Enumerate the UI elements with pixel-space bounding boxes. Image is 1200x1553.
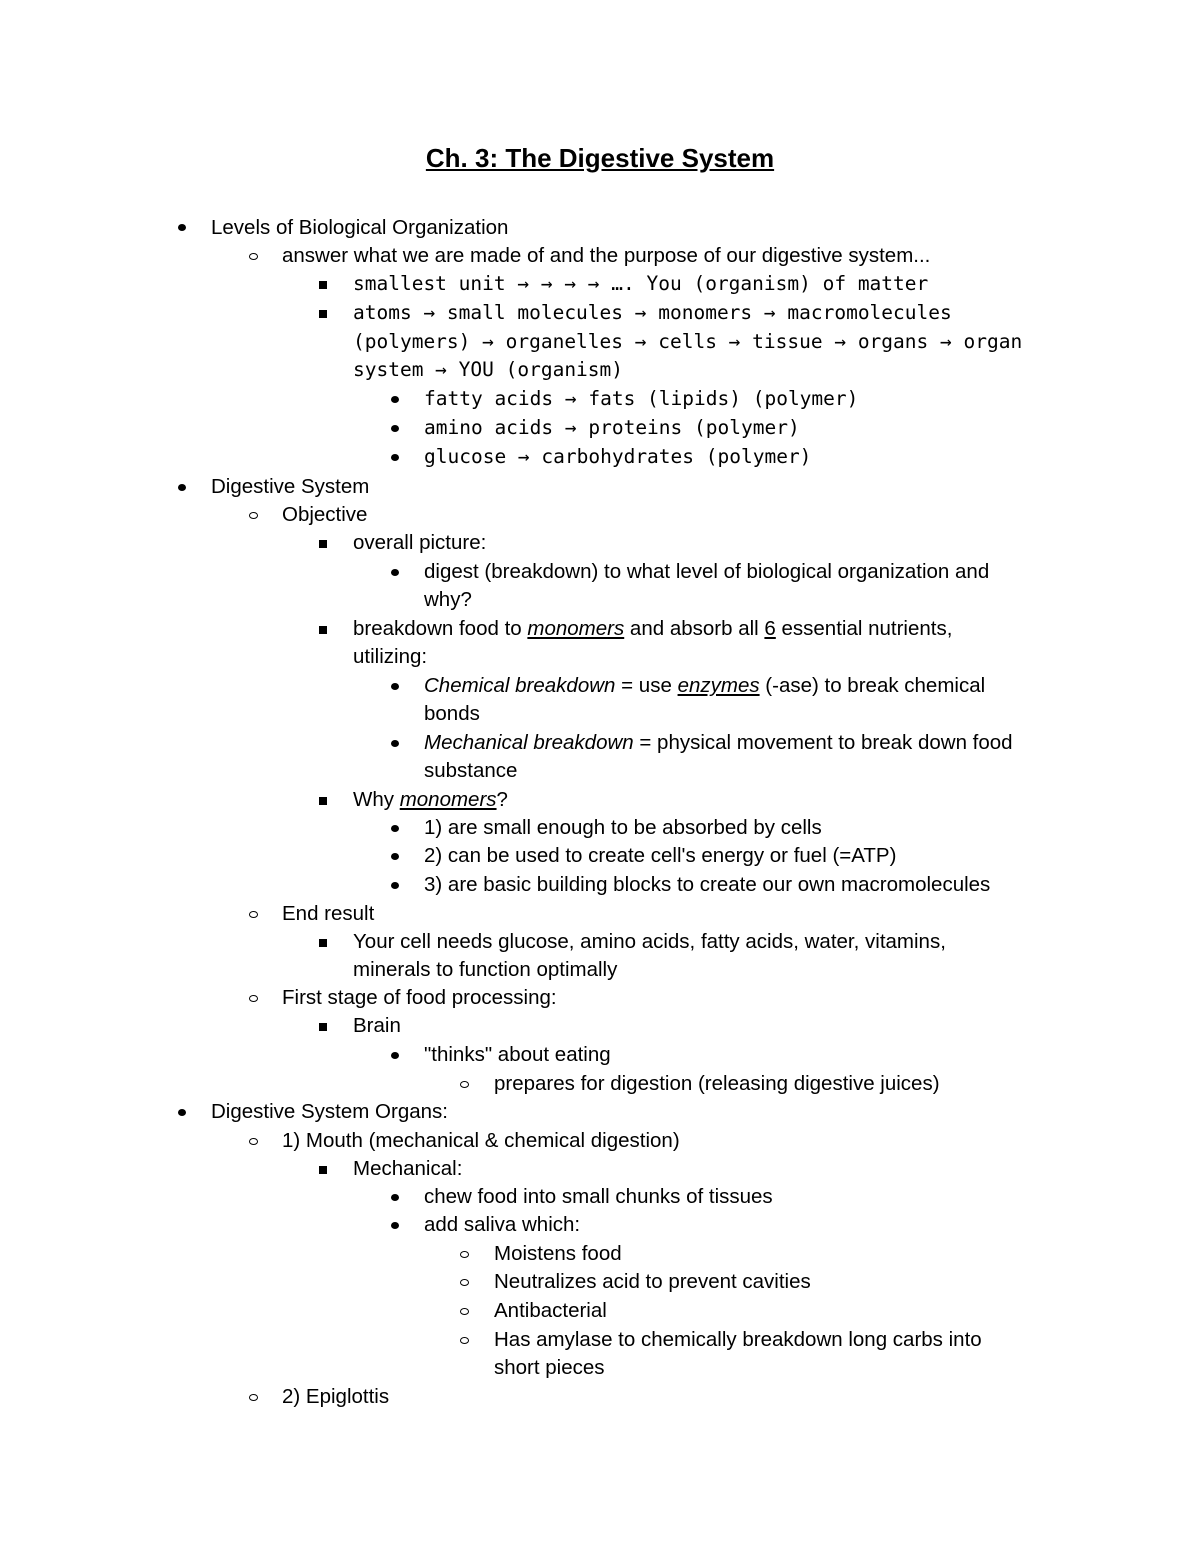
- text-run: Why: [353, 788, 400, 811]
- bullet-dot-icon: [178, 224, 186, 231]
- list-item-continuation: minerals to function optimally: [353, 958, 618, 981]
- bullet-square-icon: [319, 797, 327, 805]
- list-item-continuation: substance: [424, 759, 518, 782]
- bullet-square-icon: [319, 281, 327, 289]
- list-item: overall picture:: [353, 531, 487, 554]
- list-item: 3) are basic building blocks to create our own macromolecules: [424, 873, 991, 896]
- bullet-dot-icon: [391, 1194, 399, 1201]
- bullet-dot-icon: [391, 882, 399, 889]
- list-item: Antibacterial: [494, 1299, 607, 1322]
- list-item: "thinks" about eating: [424, 1043, 611, 1066]
- bullet-square-icon: [319, 310, 327, 318]
- bullet-circle-icon: [249, 512, 258, 519]
- bullet-circle-icon: [249, 911, 258, 918]
- list-item-continuation: (polymers) → organelles → cells → tissue → organs → organ: [353, 330, 1023, 353]
- list-item: [353, 786, 508, 814]
- bullet-square-icon: [319, 939, 327, 947]
- bullet-dot-icon: [178, 484, 186, 491]
- bullet-circle-icon: [460, 1337, 469, 1344]
- list-item: 1) are small enough to be absorbed by cells: [424, 816, 822, 839]
- page-title: Ch. 3: The Digestive System: [425, 143, 775, 173]
- bullet-dot-icon: [391, 683, 399, 690]
- list-item: Neutralizes acid to prevent cavities: [494, 1270, 811, 1293]
- term-mechanical-breakdown: Mechanical breakdown: [424, 731, 634, 754]
- emphasis-monomers: monomers: [399, 788, 497, 811]
- list-item: [424, 672, 985, 700]
- text-run: (-ase) to break chemical: [759, 674, 986, 697]
- list-item: First stage of food processing:: [282, 986, 557, 1009]
- list-item: 2) can be used to create cell's energy or fuel (=ATP): [424, 844, 897, 867]
- text-run: and absorb all: [624, 617, 765, 640]
- list-item: smallest unit → → → → …. You (organism) of matter: [353, 272, 929, 295]
- list-item: chew food into small chunks of tissues: [424, 1185, 773, 1208]
- bullet-circle-icon: [249, 995, 258, 1002]
- bullet-square-icon: [319, 1023, 327, 1031]
- list-item-continuation: system → YOU (organism): [353, 358, 624, 381]
- list-item: amino acids → proteins (polymer): [424, 416, 800, 439]
- list-item: [353, 615, 952, 643]
- bullet-circle-icon: [249, 1138, 258, 1145]
- bullet-circle-icon: [460, 1251, 469, 1258]
- text-run: essential nutrients,: [775, 617, 953, 640]
- bullet-dot-icon: [391, 425, 399, 432]
- bullet-square-icon: [319, 1166, 327, 1174]
- text-run: = physical movement to break down food: [633, 731, 1013, 754]
- list-item: prepares for digestion (releasing digestive juices): [494, 1072, 940, 1095]
- list-item: add saliva which:: [424, 1213, 581, 1236]
- text-run: = use: [615, 674, 678, 697]
- list-item: Mechanical:: [353, 1157, 463, 1180]
- list-item: fatty acids → fats (lipids) (polymer): [424, 387, 859, 410]
- list-item: 1) Mouth (mechanical & chemical digestion): [282, 1129, 680, 1152]
- bullet-dot-icon: [391, 1052, 399, 1059]
- bullet-dot-icon: [391, 740, 399, 747]
- list-item: answer what we are made of and the purpose of our digestive system...: [282, 244, 931, 267]
- bullet-circle-icon: [249, 1394, 258, 1401]
- list-item: [424, 729, 1013, 757]
- list-item: Your cell needs glucose, amino acids, fatty acids, water, vitamins,: [353, 930, 946, 953]
- list-item: Objective: [282, 503, 368, 526]
- list-item: atoms → small molecules → monomers → macromolecules: [353, 301, 952, 324]
- bullet-dot-icon: [178, 1109, 186, 1116]
- term-enzymes: enzymes: [677, 674, 760, 697]
- list-item-continuation: utilizing:: [353, 645, 428, 668]
- list-item: Digestive System Organs:: [211, 1100, 448, 1123]
- bullet-circle-icon: [460, 1308, 469, 1315]
- list-item: Brain: [353, 1014, 401, 1037]
- bullet-dot-icon: [391, 396, 399, 403]
- bullet-circle-icon: [249, 253, 258, 260]
- emphasis-six: 6: [764, 617, 776, 640]
- bullet-dot-icon: [391, 853, 399, 860]
- bullet-square-icon: [319, 626, 327, 634]
- list-item: Levels of Biological Organization: [211, 216, 509, 239]
- list-item: Moistens food: [494, 1242, 622, 1265]
- bullet-square-icon: [319, 540, 327, 548]
- list-item: Digestive System: [211, 475, 370, 498]
- list-item-continuation: why?: [424, 588, 472, 611]
- bullet-dot-icon: [391, 569, 399, 576]
- bullet-dot-icon: [391, 825, 399, 832]
- list-item: Has amylase to chemically breakdown long carbs into: [494, 1328, 982, 1351]
- term-chemical-breakdown: Chemical breakdown: [424, 674, 616, 697]
- bullet-circle-icon: [460, 1081, 469, 1088]
- list-item-continuation: short pieces: [494, 1356, 605, 1379]
- bullet-dot-icon: [391, 1222, 399, 1229]
- list-item: 2) Epiglottis: [282, 1385, 390, 1408]
- list-item: End result: [282, 902, 375, 925]
- list-item: glucose → carbohydrates (polymer): [424, 445, 812, 468]
- text-run: breakdown food to: [353, 617, 528, 640]
- bullet-circle-icon: [460, 1279, 469, 1286]
- list-item-continuation: bonds: [424, 702, 480, 725]
- text-run: ?: [496, 788, 508, 811]
- emphasis-monomers: monomers: [527, 617, 625, 640]
- bullet-dot-icon: [391, 454, 399, 461]
- list-item: digest (breakdown) to what level of biological organization and: [424, 560, 990, 583]
